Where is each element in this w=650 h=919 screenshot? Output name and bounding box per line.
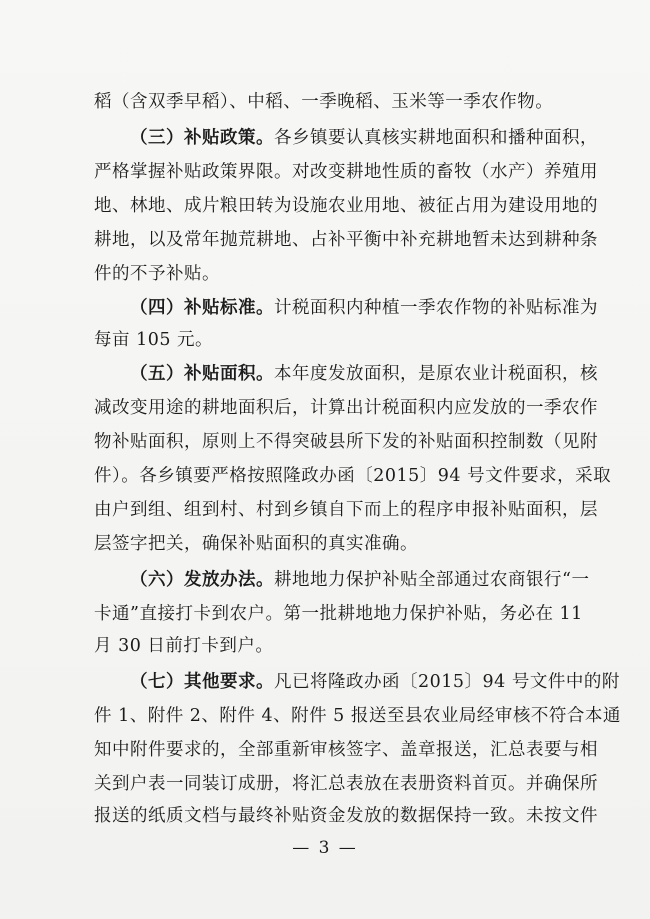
text-line-13: 由户到组、组到村、村到乡镇自下而上的程序申报补贴面积，层 <box>94 500 598 520</box>
page-number: — 3 — <box>292 838 358 858</box>
section-heading-4: （四）补贴标准。 <box>130 298 274 318</box>
section-heading-7: （七）其他要求。 <box>130 672 274 692</box>
section-heading-3: （三）补贴政策。 <box>130 128 274 148</box>
text-line-21: 关到户表一同装订成册，将汇总表放在表册资料首页。并确保所 <box>94 774 598 794</box>
text-line-4: 地、林地、成片粮田转为设施农业用地、被征占用为建设用地的 <box>94 196 598 216</box>
text-line-18: （七）其他要求。凡已将隆政办函〔2015〕94 号文件中的附 <box>130 672 620 692</box>
text-line-8: 每亩 105 元。 <box>94 330 214 350</box>
text-line-14: 层签字把关，确保补贴面积的真实准确。 <box>94 534 418 554</box>
text-line-17: 月 30 日前打卡到户。 <box>94 636 274 656</box>
text-line-19: 件 1、附件 2、附件 4、附件 5 报送至县农业局经审核不符合本通 <box>94 706 621 726</box>
text-line-10: 减改变用途的耕地面积后，计算出计税面积内应发放的一季农作 <box>94 398 598 418</box>
text-line-16: 卡通”直接打卡到农户。第一批耕地地力保护补贴，务必在 11 <box>94 604 583 624</box>
text-line-9: （五）补贴面积。本年度发放面积，是原农业计税面积，核 <box>130 364 598 384</box>
text-line-5: 耕地，以及常年抛荒耕地、占补平衡中补充耕地暂未达到耕种条 <box>94 230 598 250</box>
text-line-6: 件的不予补贴。 <box>94 264 220 284</box>
text-line-7: （四）补贴标准。计税面积内种植一季农作物的补贴标准为 <box>130 298 598 318</box>
text-line-15: （六）发放办法。耕地地力保护补贴全部通过农商银行“一 <box>130 570 590 590</box>
text-line-12: 件）。各乡镇要严格按照隆政办函〔2015〕94 号文件要求，采取 <box>94 466 612 486</box>
text-line-22: 报送的纸质文档与最终补贴资金发放的数据保持一致。未按文件 <box>94 806 598 826</box>
text-line-1: 稻（含双季早稻）、中稻、一季晚稻、玉米等一季农作物。 <box>94 92 554 112</box>
text-line-2: （三）补贴政策。各乡镇要认真核实耕地面积和播种面积， <box>130 128 598 148</box>
text-line-3: 严格掌握补贴政策界限。对改变耕地性质的畜牧（水产）养殖用 <box>94 162 598 182</box>
text-line-11: 物补贴面积，原则上不得突破县所下发的补贴面积控制数（见附 <box>94 432 598 452</box>
text-line-20: 知中附件要求的，全部重新审核签字、盖章报送，汇总表要与相 <box>94 740 598 760</box>
section-heading-6: （六）发放办法。 <box>130 570 274 590</box>
section-heading-5: （五）补贴面积。 <box>130 364 274 384</box>
